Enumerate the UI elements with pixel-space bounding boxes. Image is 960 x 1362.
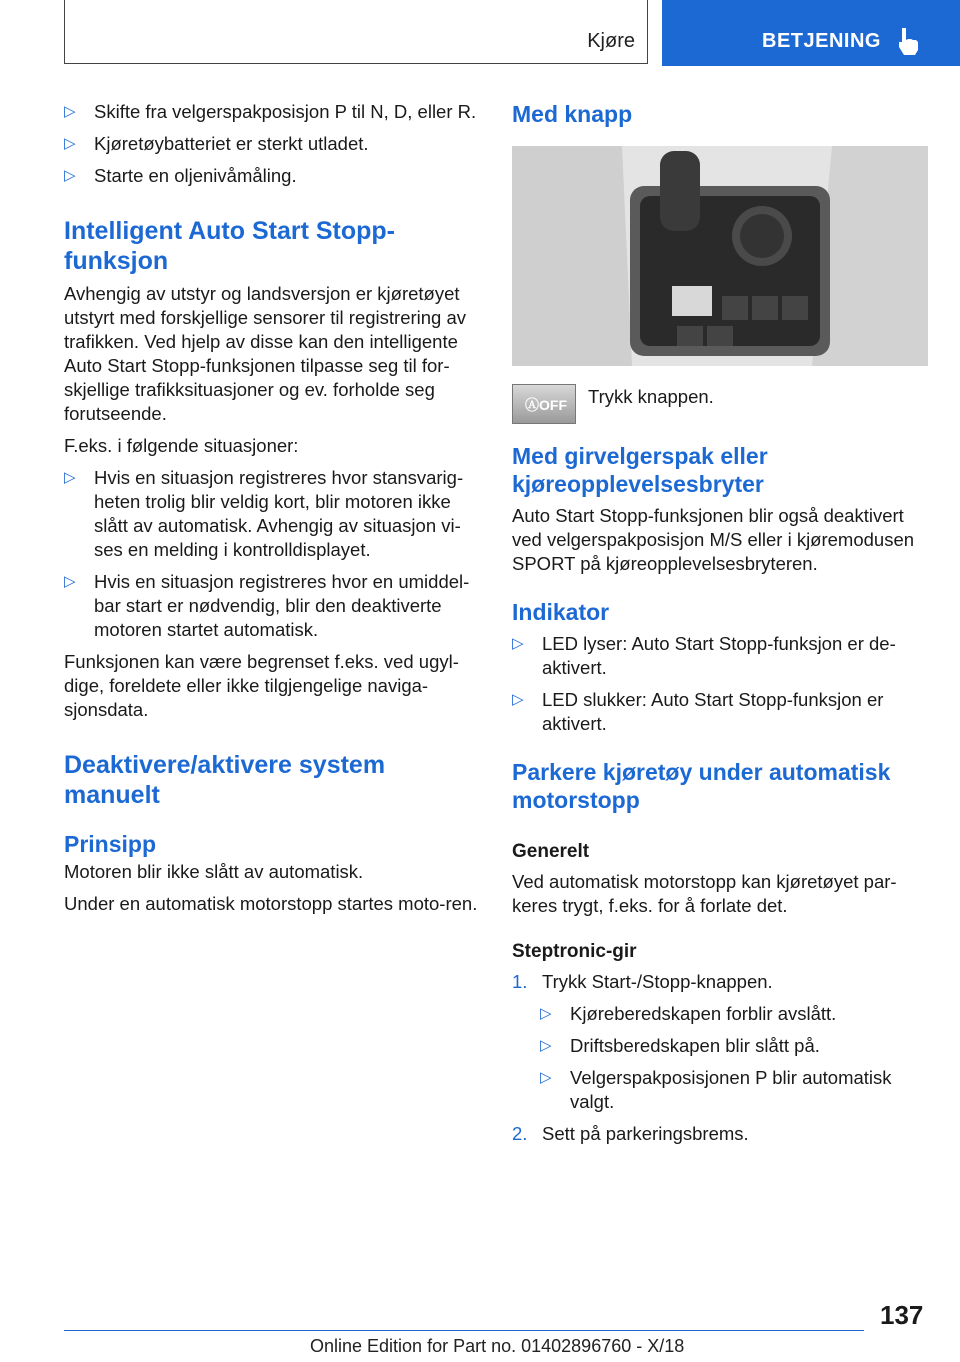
triangle-bullet-icon: ▷ (512, 691, 524, 708)
list-item: ▷ LED lyser: Auto Start Stopp-funksjon er de-aktivert. (512, 633, 896, 678)
list-item: ▷ Starte en oljenivåmåling. (64, 165, 297, 186)
button-row (512, 384, 932, 428)
triangle-bullet-icon: ▷ (540, 1069, 552, 1086)
list-item: ▷ Skifte fra velgerspakposisjon P til N, D, eller R. (64, 101, 477, 122)
triangle-bullet-icon: ▷ (540, 1037, 552, 1054)
paragraph-principle-1: Motoren blir ikke slått av automatisk. (64, 861, 364, 882)
list-item: ▷ Kjøreberedskapen forblir avslått. (540, 1003, 837, 1024)
hand-pointer-icon (894, 26, 922, 56)
paragraph-example: F.eks. i følgende situasjoner: (64, 435, 299, 456)
paragraph-principle-2: Under en automatisk motorstopp startes moto-ren. (64, 893, 478, 914)
header-section-label: BETJENING (762, 30, 881, 52)
left-column (64, 100, 484, 924)
heading-deactivate: Deaktivere/aktivere system manuelt (64, 751, 386, 809)
heading-general: Generelt (512, 841, 590, 862)
triangle-bullet-icon: ▷ (64, 103, 76, 120)
header-chapter: Kjøre (587, 30, 635, 52)
heading-intelligent: Intelligent Auto Start Stopp-funksjon (64, 217, 395, 275)
footer-divider (64, 1330, 864, 1331)
auto-start-stop-off-button: ⒶOFF (512, 384, 576, 424)
heading-button: Med knapp (512, 101, 633, 127)
paragraph-intelligent: Avhengig av utstyr og landsversjon er kjøretøyet utstyrt med forskjellige sensorer til registrering av trafikken. Ved hjelp av disse kan den intelligente Auto Start Stopp-funksjonen tilpasse seg til for-skjellige trafikksituasjoner og ev. forholde seg forutseende. (64, 283, 467, 424)
step-item: 2. Sett på parkeringsbrems. (512, 1123, 749, 1144)
triangle-bullet-icon: ▷ (64, 469, 76, 486)
header-chapter-box (64, 0, 648, 64)
paragraph-general: Ved automatisk motorstopp kan kjøretøyet par-keres trygt, f.eks. for å forlate det. (512, 871, 897, 916)
list-item: ▷ LED slukker: Auto Start Stopp-funksjon er aktivert. (512, 689, 884, 734)
list-item: ▷ Driftsberedskapen blir slått på. (540, 1035, 820, 1056)
right-column (512, 100, 932, 1154)
list-item: ▷ Hvis en situasjon registreres hvor stansvarig-heten trolig blir veldig kort, blir motoren ikke slått av automatisk. Avhengig av situasjon vi-ses en melding i kontrolldisplayet. (64, 467, 464, 560)
list-item: ▷ Hvis en situasjon registreres hvor en umiddel-bar start er nødvendig, blir den deaktiverte motoren startet automatisk. (64, 571, 470, 640)
console-illustration (512, 146, 928, 366)
triangle-bullet-icon: ▷ (64, 167, 76, 184)
heading-indicator: Indikator (512, 599, 610, 625)
paragraph-limited: Funksjonen kan være begrenset f.eks. ved ugyl-dige, foreldete eller ikke tilgjengelige naviga-sjonsdata. (64, 651, 459, 720)
heading-principle: Prinsipp (64, 831, 157, 857)
header-section-tab (662, 0, 960, 66)
button-instruction: Trykk knappen. (588, 386, 714, 407)
step-item: 1. Trykk Start-/Stopp-knappen. (512, 971, 773, 992)
footer-edition: Online Edition for Part no. 01402896760 - X/18 (310, 1336, 685, 1356)
list-item: ▷ Velgerspakposisjonen P blir automatisk valgt. (540, 1067, 892, 1112)
heading-parking: Parkere kjøretøy under automatisk motorstopp (512, 759, 891, 813)
list-item: ▷ Kjøretøybatteriet er sterkt utladet. (64, 133, 369, 154)
paragraph-selector: Auto Start Stopp-funksjonen blir også deaktivert ved velgerspakposisjon M/S eller i kjøremodusen SPORT på kjøreopplevelsesbryteren. (512, 505, 915, 574)
heading-steptronic: Steptronic-gir (512, 941, 637, 962)
triangle-bullet-icon: ▷ (540, 1005, 552, 1022)
heading-selector: Med girvelgerspak eller kjøreopplevelsesbryter (512, 443, 768, 497)
triangle-bullet-icon: ▷ (64, 135, 76, 152)
triangle-bullet-icon: ▷ (64, 573, 76, 590)
center-console-photo (512, 146, 928, 366)
triangle-bullet-icon: ▷ (512, 635, 524, 652)
page-number: 137 (880, 1300, 924, 1330)
